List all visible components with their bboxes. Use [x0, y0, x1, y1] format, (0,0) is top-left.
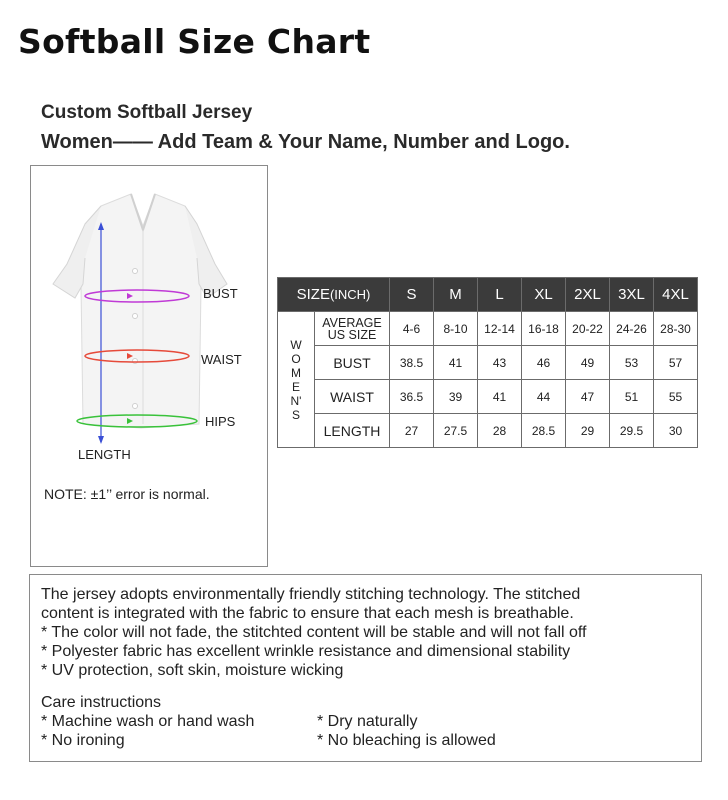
row-label-line: AVERAGE — [322, 315, 382, 330]
length-label: LENGTH — [78, 447, 131, 462]
button — [133, 404, 138, 409]
table-cell: 39 — [434, 380, 478, 414]
table-cell: 57 — [654, 346, 698, 380]
product-subtitle: Custom Softball Jersey — [41, 102, 253, 123]
info-line: * UV protection, soft skin, moisture wicking — [41, 662, 344, 679]
table-cell: 53 — [610, 346, 654, 380]
care-item: * No bleaching is allowed — [317, 732, 496, 749]
table-cell: 8-10 — [434, 312, 478, 346]
hips-label: HIPS — [205, 414, 236, 429]
table-cell: 24-26 — [610, 312, 654, 346]
bust-label: BUST — [203, 286, 238, 301]
table-cell: 41 — [478, 380, 522, 414]
size-col-2xl: 2XL — [566, 278, 610, 312]
info-line: * The color will not fade, the stitchted content will be stable and will not fall off — [41, 624, 587, 641]
table-cell: 28-30 — [654, 312, 698, 346]
product-info-box — [29, 574, 702, 762]
table-cell: 44 — [522, 380, 566, 414]
care-title: Care instructions — [41, 694, 162, 711]
side-letter: E — [291, 379, 300, 394]
table-cell: 12-14 — [478, 312, 522, 346]
table-cell: 20-22 — [566, 312, 610, 346]
table-cell: 16-18 — [522, 312, 566, 346]
size-header — [278, 278, 390, 312]
side-letter: S — [291, 407, 300, 422]
page-title: Softball Size Chart — [18, 22, 371, 61]
table-row — [278, 414, 698, 448]
table-cell: 28.5 — [522, 414, 566, 448]
table-cell: 27 — [390, 414, 434, 448]
side-letter: M — [291, 365, 301, 380]
info-line: content is integrated with the fabric to ensure that each mesh is breathable. — [41, 605, 574, 622]
table-cell: 29 — [566, 414, 610, 448]
table-cell: 36.5 — [390, 380, 434, 414]
table-cell: 51 — [610, 380, 654, 414]
row-label-waist: WAIST — [315, 380, 390, 414]
row-label-average-us-size — [315, 312, 390, 346]
table-cell: 4-6 — [390, 312, 434, 346]
table-row — [278, 312, 698, 346]
button — [133, 314, 138, 319]
size-col-s: S — [390, 278, 434, 312]
button — [133, 269, 138, 274]
button — [133, 359, 138, 364]
table-cell: 27.5 — [434, 414, 478, 448]
womens-side-label — [278, 312, 315, 448]
table-cell: 49 — [566, 346, 610, 380]
table-cell: 47 — [566, 380, 610, 414]
row-label-bust: BUST — [315, 346, 390, 380]
measurement-figure — [30, 165, 268, 567]
table-cell: 28 — [478, 414, 522, 448]
care-item: * Dry naturally — [317, 713, 418, 730]
row-label-length: LENGTH — [315, 414, 390, 448]
size-header-label: SIZE — [296, 286, 330, 303]
product-description: Women—— Add Team & Your Name, Number and Logo. — [41, 131, 570, 153]
care-item: * Machine wash or hand wash — [41, 713, 255, 730]
size-col-xl: XL — [522, 278, 566, 312]
side-letter: O — [291, 351, 301, 366]
size-col-4xl: 4XL — [654, 278, 698, 312]
side-letter: W — [290, 337, 302, 352]
size-col-l: L — [478, 278, 522, 312]
info-line: * Polyester fabric has excellent wrinkle resistance and dimensional stability — [41, 643, 571, 660]
size-table — [277, 277, 698, 448]
table-cell: 30 — [654, 414, 698, 448]
table-header-row — [278, 278, 698, 312]
table-cell: 55 — [654, 380, 698, 414]
info-line: The jersey adopts environmentally friendly stitching technology. The stitched — [41, 586, 581, 603]
size-header-unit: (INCH) — [329, 287, 371, 302]
size-col-m: M — [434, 278, 478, 312]
care-item: * No ironing — [41, 732, 125, 749]
table-row — [278, 380, 698, 414]
table-cell: 46 — [522, 346, 566, 380]
row-label-line: US SIZE — [327, 327, 377, 342]
side-letter: N' — [290, 393, 302, 408]
table-cell: 41 — [434, 346, 478, 380]
waist-label: WAIST — [201, 352, 242, 367]
table-cell: 38.5 — [390, 346, 434, 380]
size-col-3xl: 3XL — [610, 278, 654, 312]
table-cell: 43 — [478, 346, 522, 380]
table-row — [278, 346, 698, 380]
table-cell: 29.5 — [610, 414, 654, 448]
tolerance-note: NOTE: ±1’’ error is normal. — [44, 486, 210, 502]
